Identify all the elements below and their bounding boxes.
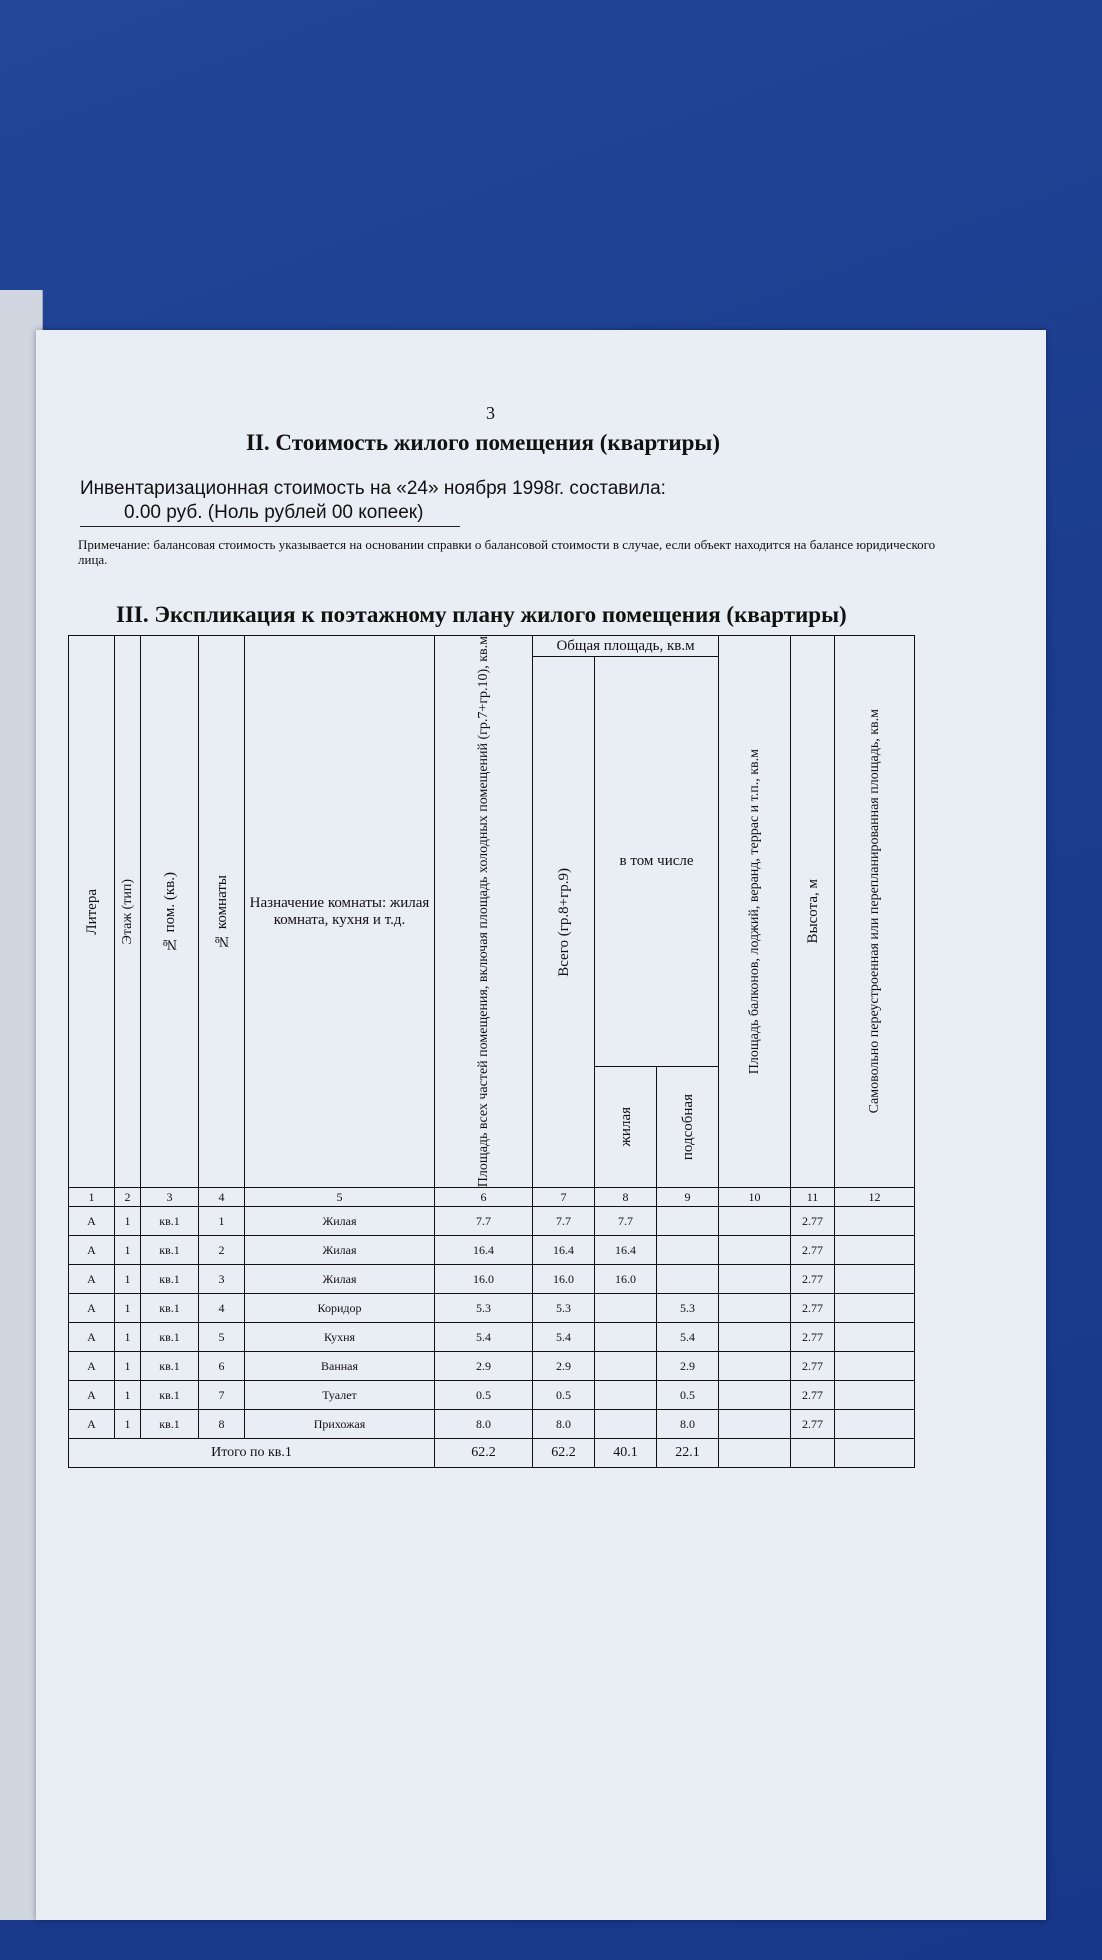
cell-living	[595, 1323, 657, 1352]
note-text: Примечание: балансовая стоимость указывается на основании справки о балансовой стоимости в случае, если объект находится на балансе юридического лица.	[78, 537, 936, 567]
total-living: 40.1	[595, 1439, 657, 1468]
cell-total: 2.9	[533, 1352, 595, 1381]
cell-height: 2.77	[791, 1381, 835, 1410]
column-number-row: 1 2 3 4 5 6 7 8 9 10 11 12	[69, 1188, 915, 1207]
cell-room: 3	[199, 1265, 245, 1294]
cell-purpose: Кухня	[245, 1323, 435, 1352]
cell-litera: А	[69, 1265, 115, 1294]
header-total-all: Всего (гр.8+гр.9)	[533, 657, 595, 1188]
cell-purpose: Прихожая	[245, 1410, 435, 1439]
cell-litera: А	[69, 1207, 115, 1236]
cell-aux: 5.4	[657, 1323, 719, 1352]
cell-floor: 1	[115, 1294, 141, 1323]
cell-total: 5.3	[533, 1294, 595, 1323]
cell-self_built	[835, 1294, 915, 1323]
page-number: 3	[486, 403, 495, 423]
cell-height: 2.77	[791, 1410, 835, 1439]
cell-room: 4	[199, 1294, 245, 1323]
header-height: Высота, м	[791, 636, 835, 1188]
cell-apt: кв.1	[141, 1323, 199, 1352]
cell-self_built	[835, 1236, 915, 1265]
header-purpose: Назначение комнаты: жилая комната, кухня и т.д.	[245, 636, 435, 1188]
cell-living	[595, 1352, 657, 1381]
header-floor: Этаж (тип)	[115, 636, 141, 1188]
table-row	[69, 1265, 915, 1294]
cell-purpose: Жилая	[245, 1207, 435, 1236]
cell-litera: А	[69, 1381, 115, 1410]
header-litera: Литера	[69, 636, 115, 1188]
cell-living	[595, 1294, 657, 1323]
cell-living: 7.7	[595, 1207, 657, 1236]
explication-table	[68, 635, 915, 1468]
cell-apt: кв.1	[141, 1381, 199, 1410]
total-label: Итого по кв.1	[69, 1439, 435, 1468]
cell-area: 16.0	[435, 1265, 533, 1294]
cell-room: 1	[199, 1207, 245, 1236]
document-page	[36, 330, 1046, 1920]
cell-litera: А	[69, 1410, 115, 1439]
cell-purpose: Жилая	[245, 1265, 435, 1294]
cell-height: 2.77	[791, 1323, 835, 1352]
cell-aux	[657, 1265, 719, 1294]
cell-area: 16.4	[435, 1236, 533, 1265]
cell-floor: 1	[115, 1265, 141, 1294]
cell-height: 2.77	[791, 1294, 835, 1323]
cell-balcony	[719, 1323, 791, 1352]
cell-apt: кв.1	[141, 1352, 199, 1381]
cell-balcony	[719, 1236, 791, 1265]
cell-aux	[657, 1236, 719, 1265]
cell-apt: кв.1	[141, 1294, 199, 1323]
section3-title: III. Экспликация к поэтажному плану жилого помещения (квартиры)	[116, 602, 847, 627]
table-row	[69, 1294, 915, 1323]
inventory-cost-value: 0.00 руб. (Ноль рублей 00 копеек)	[124, 502, 424, 523]
table-row	[69, 1236, 915, 1265]
cell-self_built	[835, 1323, 915, 1352]
total-total: 62.2	[533, 1439, 595, 1468]
cell-total: 5.4	[533, 1323, 595, 1352]
cell-balcony	[719, 1294, 791, 1323]
cell-balcony	[719, 1410, 791, 1439]
cell-living: 16.0	[595, 1265, 657, 1294]
cell-self_built	[835, 1381, 915, 1410]
section2-title: II. Стоимость жилого помещения (квартиры)	[246, 430, 720, 455]
cell-litera: А	[69, 1236, 115, 1265]
cell-litera: А	[69, 1352, 115, 1381]
cell-height: 2.77	[791, 1265, 835, 1294]
cell-self_built	[835, 1410, 915, 1439]
cell-litera: А	[69, 1323, 115, 1352]
cell-purpose: Жилая	[245, 1236, 435, 1265]
cell-living	[595, 1381, 657, 1410]
cell-purpose: Коридор	[245, 1294, 435, 1323]
cell-purpose: Ванная	[245, 1352, 435, 1381]
total-height	[791, 1439, 835, 1468]
cell-area: 2.9	[435, 1352, 533, 1381]
cell-total: 8.0	[533, 1410, 595, 1439]
cell-purpose: Туалет	[245, 1381, 435, 1410]
cell-balcony	[719, 1265, 791, 1294]
cell-self_built	[835, 1352, 915, 1381]
table-row	[69, 1207, 915, 1236]
cell-litera: А	[69, 1294, 115, 1323]
cell-apt: кв.1	[141, 1410, 199, 1439]
cell-floor: 1	[115, 1207, 141, 1236]
cell-aux: 8.0	[657, 1410, 719, 1439]
cell-balcony	[719, 1207, 791, 1236]
header-total-area: Общая площадь, кв.м	[533, 636, 719, 657]
cell-room: 8	[199, 1410, 245, 1439]
cell-total: 0.5	[533, 1381, 595, 1410]
cell-total: 16.0	[533, 1265, 595, 1294]
cell-aux: 0.5	[657, 1381, 719, 1410]
cell-self_built	[835, 1265, 915, 1294]
cell-floor: 1	[115, 1352, 141, 1381]
cell-room: 7	[199, 1381, 245, 1410]
header-room-no: № комнаты	[199, 636, 245, 1188]
cell-room: 2	[199, 1236, 245, 1265]
header-self-built: Самовольно переустроенная или перепланированная площадь, кв.м	[835, 636, 915, 1188]
cell-aux	[657, 1207, 719, 1236]
cell-total: 16.4	[533, 1236, 595, 1265]
header-balcony: Площадь балконов, лоджий, веранд, террас и т.п., кв.м	[719, 636, 791, 1188]
total-self_built	[835, 1439, 915, 1468]
total-area: 62.2	[435, 1439, 533, 1468]
cell-self_built	[835, 1207, 915, 1236]
cell-floor: 1	[115, 1236, 141, 1265]
total-row	[69, 1439, 915, 1468]
cell-living: 16.4	[595, 1236, 657, 1265]
cell-total: 7.7	[533, 1207, 595, 1236]
cell-apt: кв.1	[141, 1236, 199, 1265]
header-area-all: Площадь всех частей помещения, включая площадь холодных помещений (гр.7+гр.10), кв.м	[435, 636, 533, 1188]
table-row	[69, 1410, 915, 1439]
cell-area: 7.7	[435, 1207, 533, 1236]
cell-aux: 5.3	[657, 1294, 719, 1323]
cell-area: 0.5	[435, 1381, 533, 1410]
cell-apt: кв.1	[141, 1265, 199, 1294]
table-row	[69, 1381, 915, 1410]
header-apt-no: № пом. (кв.)	[141, 636, 199, 1188]
header-auxiliary: подсобная	[657, 1067, 719, 1188]
cell-floor: 1	[115, 1410, 141, 1439]
table-row	[69, 1323, 915, 1352]
cell-living	[595, 1410, 657, 1439]
cell-height: 2.77	[791, 1207, 835, 1236]
cell-balcony	[719, 1352, 791, 1381]
cell-area: 8.0	[435, 1410, 533, 1439]
cell-height: 2.77	[791, 1352, 835, 1381]
cell-apt: кв.1	[141, 1207, 199, 1236]
cell-floor: 1	[115, 1323, 141, 1352]
inventory-cost-line: Инвентаризационная стоимость на «24» ноября 1998г. составила:	[80, 478, 666, 499]
cell-area: 5.3	[435, 1294, 533, 1323]
header-including: в том числе	[595, 657, 719, 1067]
total-aux: 22.1	[657, 1439, 719, 1468]
cell-room: 6	[199, 1352, 245, 1381]
cell-area: 5.4	[435, 1323, 533, 1352]
cell-room: 5	[199, 1323, 245, 1352]
cell-floor: 1	[115, 1381, 141, 1410]
cell-balcony	[719, 1381, 791, 1410]
table-row	[69, 1352, 915, 1381]
header-living: жилая	[595, 1067, 657, 1188]
total-balcony	[719, 1439, 791, 1468]
cell-aux: 2.9	[657, 1352, 719, 1381]
cell-height: 2.77	[791, 1236, 835, 1265]
